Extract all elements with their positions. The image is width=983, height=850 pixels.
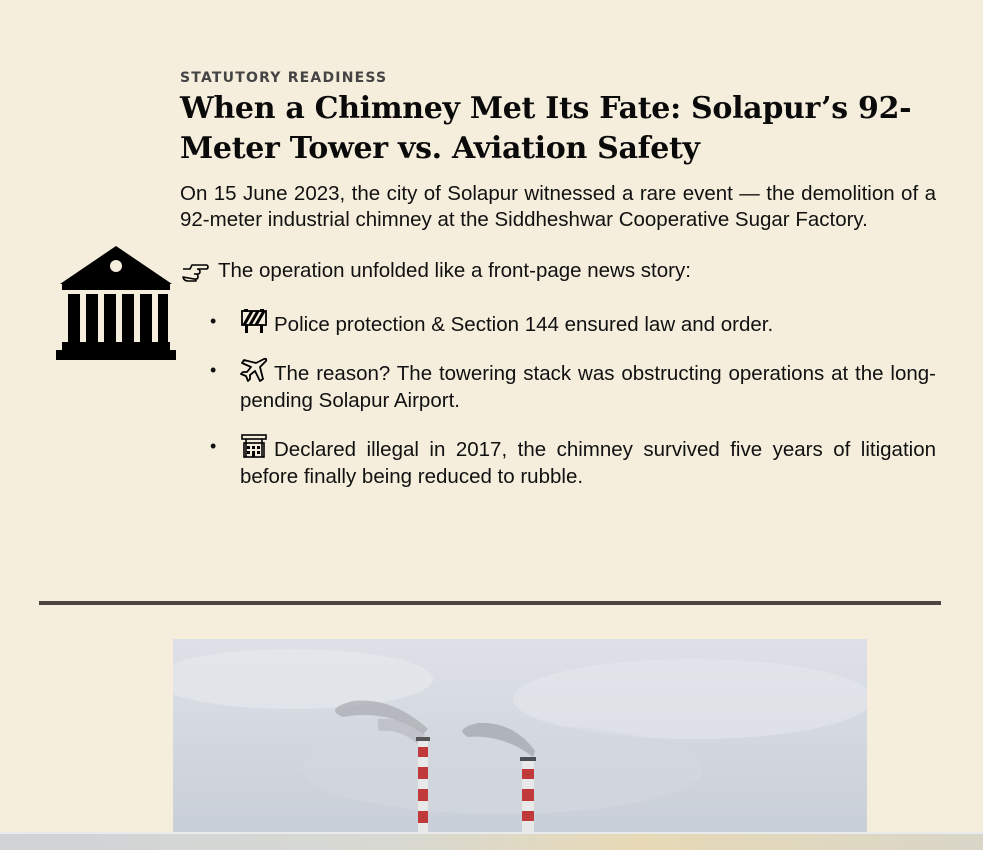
article-title: When a Chimney Met Its Fate: Solapur’s 92-Meter Tower vs. Aviation Safety <box>180 91 912 166</box>
bottom-strip <box>0 832 983 850</box>
list-item-text: The reason? The towering stack was obstructing operations at the long-pending Solapur Airport. <box>240 362 936 412</box>
list-item-text: Police protection & Section 144 ensured law and order. <box>274 313 774 336</box>
article-lead <box>180 258 936 284</box>
hand-pointing-right-icon <box>180 259 210 283</box>
article-lead-text: The operation unfolded like a front-page news story: <box>218 259 691 282</box>
chimney-photo <box>173 639 867 832</box>
article-bullets <box>180 308 936 490</box>
factory-building-icon <box>240 433 268 459</box>
airplane-icon <box>240 357 268 383</box>
section-divider <box>39 601 941 605</box>
article-eyebrow: STATUTORY READINESS <box>180 70 388 86</box>
list-item <box>180 308 936 338</box>
article <box>180 70 936 509</box>
article-intro: On 15 June 2023, the city of Solapur witnessed a rare event — the demolition of a 92-meter industrial chimney at the Siddheshwar Cooperative Sugar Factory. <box>180 182 936 231</box>
barrier-icon <box>240 308 268 334</box>
list-item <box>180 433 936 490</box>
government-building-icon <box>56 244 176 360</box>
list-item <box>180 357 936 414</box>
list-item-text: Declared illegal in 2017, the chimney survived five years of litigation before finally being reduced to rubble. <box>240 438 936 488</box>
